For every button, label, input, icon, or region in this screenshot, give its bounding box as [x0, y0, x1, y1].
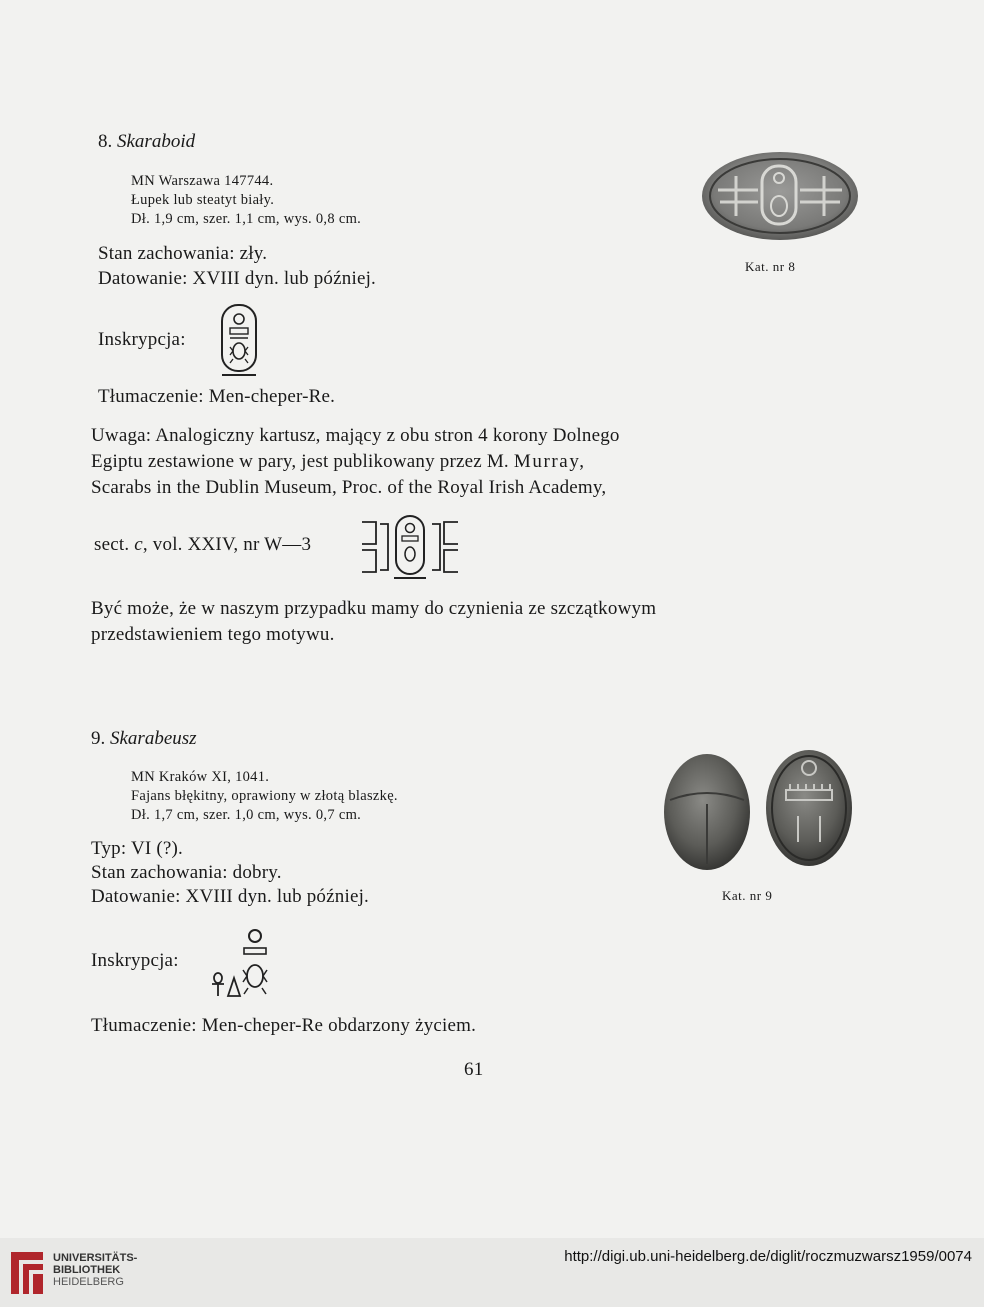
sect-prefix: sect.	[94, 534, 135, 555]
footer-bar	[0, 1238, 984, 1307]
entry-8-inscription-label: Inskrypcja:	[98, 329, 186, 350]
detail-line: Łupek lub steatyt biały.	[131, 192, 275, 208]
note-line: Scarabs in the Dublin Museum, Proc. of the Royal Irish Academy,	[91, 477, 607, 498]
entry-8-conclusion	[91, 596, 656, 648]
entry-9-condition: Stan zachowania: dobry.	[91, 862, 282, 883]
library-logo-icon	[9, 1250, 45, 1296]
note-line: Uwaga: Analogiczny kartusz, mający z obu stron 4 korony Dolnego	[91, 425, 620, 446]
entry-8-title: Skaraboid	[117, 131, 196, 152]
cartouche-8-glyph	[218, 303, 262, 379]
entry-9-translation: Tłumaczenie: Men-cheper-Re obdarzony życiem.	[91, 1015, 477, 1036]
note-author: Murray,	[513, 451, 586, 472]
sect-suffix: , vol. XXIV, nr W—3	[142, 534, 312, 555]
entry-8-number: 8.	[98, 131, 113, 152]
scaraboid-8-photo	[700, 150, 860, 246]
detail-line: MN Kraków XI, 1041.	[131, 769, 270, 785]
photo-8-caption: Kat. nr 8	[745, 259, 796, 274]
note-line-text: Egiptu zestawione w pary, jest publikowany przez M.	[91, 451, 509, 472]
entry-8-details	[131, 172, 361, 229]
page-number: 61	[464, 1059, 484, 1080]
entry-9-inscription-label: Inskrypcja:	[91, 950, 179, 971]
entry-8-condition: Stan zachowania: zły.	[98, 243, 268, 264]
entry-9-number: 9.	[91, 728, 106, 749]
cartouche-with-crowns-glyph	[358, 514, 462, 580]
detail-line: Dł. 1,7 cm, szer. 1,0 cm, wys. 0,7 cm.	[131, 807, 362, 823]
entry-8-sect-line	[94, 532, 311, 558]
photo-9-caption: Kat. nr 9	[722, 888, 773, 903]
detail-line: Dł. 1,9 cm, szer. 1,1 cm, wys. 0,8 cm.	[131, 211, 362, 227]
entry-9-type: Typ: VI (?).	[91, 838, 184, 859]
library-line-3: HEIDELBERG	[53, 1276, 124, 1288]
detail-line: Fajans błękitny, oprawiony w złotą blaszkę.	[131, 788, 398, 804]
entry-8-translation: Tłumaczenie: Men-cheper-Re.	[98, 386, 336, 407]
entry-8-dating: Datowanie: XVIII dyn. lub później.	[98, 268, 377, 289]
entry-9-dating: Datowanie: XVIII dyn. lub później.	[91, 886, 370, 907]
scarab-9-photo	[660, 746, 860, 876]
library-name	[53, 1252, 137, 1288]
inscription-9-glyph	[210, 926, 272, 1002]
sect-italic: c	[134, 534, 143, 555]
detail-line: MN Warszawa 147744.	[131, 173, 274, 189]
conclusion-line: przedstawieniem tego motywu.	[91, 624, 335, 645]
entry-9-title: Skarabeusz	[110, 728, 197, 749]
source-url-link[interactable]: http://digi.ub.uni-heidelberg.de/diglit/roczmuzwarsz1959/0074	[564, 1248, 972, 1265]
library-line-1: UNIVERSITÄTS-	[53, 1252, 138, 1264]
note-line	[91, 449, 620, 475]
entry-9-heading	[91, 728, 197, 750]
library-line-2: BIBLIOTHEK	[53, 1264, 121, 1276]
entry-8-note	[91, 423, 620, 501]
entry-8-heading	[98, 131, 195, 153]
entry-9-details	[131, 768, 398, 825]
conclusion-line: Być może, że w naszym przypadku mamy do czynienia ze szczątkowym	[91, 598, 657, 619]
